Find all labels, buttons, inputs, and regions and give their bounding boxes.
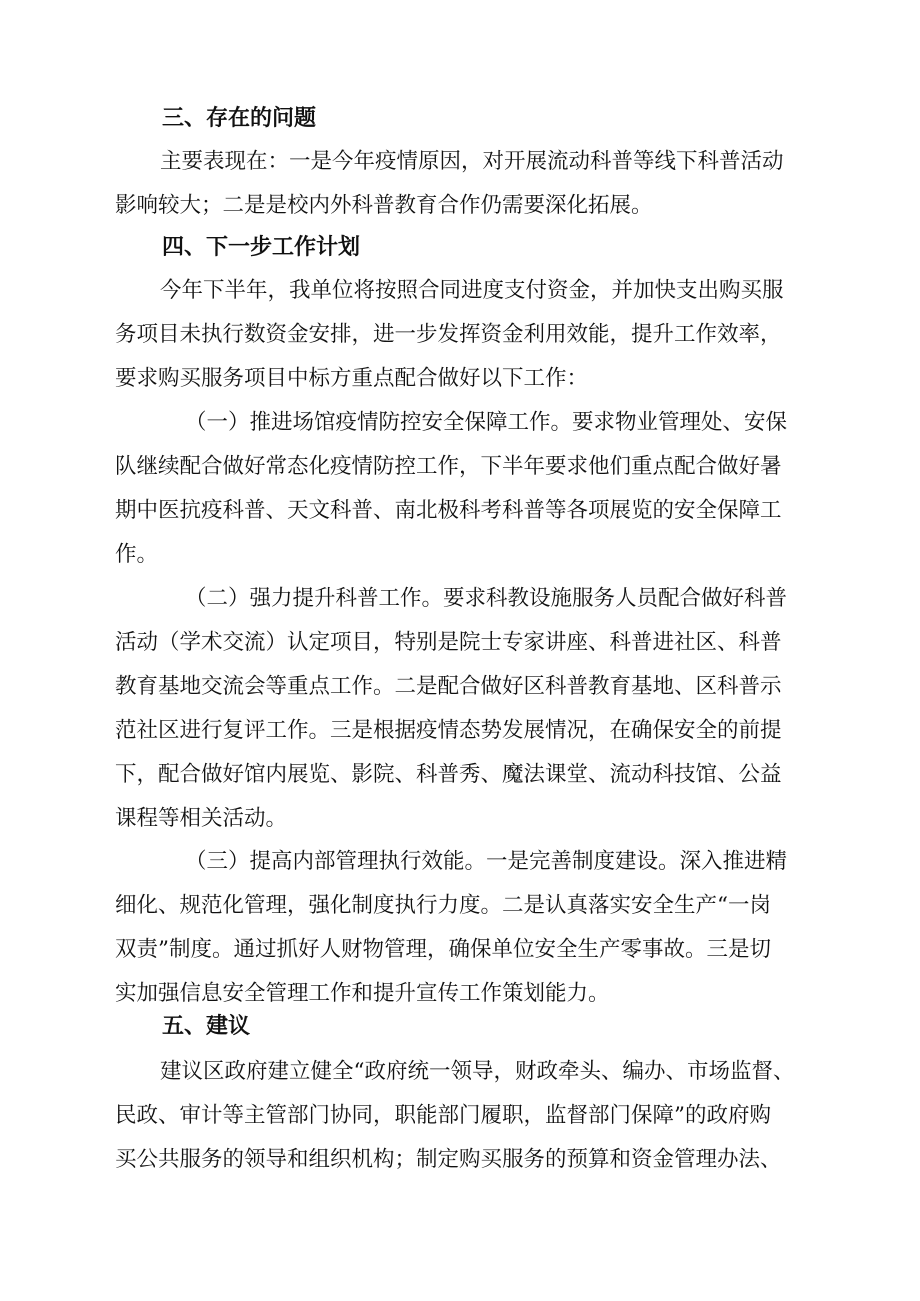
text-line: 范社区进行复评工作。三是根据疫情态势发展情况，在确保安全的前提 <box>115 718 782 743</box>
text-line: 双责”制度。通过抓好人财物管理，确保单位安全生产零事故。三是切 <box>115 937 771 962</box>
paragraph-plan-item-1 <box>115 401 840 577</box>
text-line: 细化、规范化管理，强化制度执行力度。二是认真落实安全生产“一岗 <box>115 893 771 918</box>
paragraph-plan-intro <box>115 269 840 401</box>
section-heading-problems: 三、存在的问题 <box>162 106 317 131</box>
text-line: 期中医抗疫科普、天文科普、南北极科考科普等各项展览的安全保障工 <box>115 498 782 523</box>
text-line: 主要表现在：一是今年疫情原因，对开展流动科普等线下科普活动 <box>160 149 784 174</box>
text-line: 课程等相关活动。 <box>115 806 288 831</box>
text-line: 队继续配合做好常态化疫情防控工作，下半年要求他们重点配合做好暑 <box>115 454 782 479</box>
paragraph-plan-item-2 <box>115 577 840 841</box>
text-line: （一）推进场馆疫情防控安全保障工作。要求物业管理处、安保 <box>185 410 788 435</box>
text-line: 今年下半年，我单位将按照合同进度支付资金，并加快支出购买服 <box>160 278 784 303</box>
text-line: （三）提高内部管理执行效能。一是完善制度建设。深入推进精 <box>185 849 788 874</box>
text-line: 要求购买服务项目中标方重点配合做好以下工作： <box>115 366 589 391</box>
paragraph-problems <box>115 140 840 228</box>
text-line: 作。 <box>115 542 159 567</box>
text-line: 下，配合做好馆内展览、影院、科普秀、魔法课堂、流动科技馆、公益 <box>115 762 782 787</box>
text-line: 活动（学术交流）认定项目，特别是院士专家讲座、科普进社区、科普 <box>115 630 782 655</box>
text-line: 建议区政府建立健全“政府统一领导，财政牵头、编办、市场监督、 <box>160 1059 795 1084</box>
paragraph-suggestions <box>115 1050 840 1182</box>
text-line: 教育基地交流会等重点工作。二是配合做好区科普教育基地、区科普示 <box>115 674 782 699</box>
paragraph-plan-item-3 <box>115 840 840 1016</box>
text-line: （二）强力提升科普工作。要求科教设施服务人员配合做好科普 <box>185 586 788 611</box>
text-line: 实加强信息安全管理工作和提升宣传工作策划能力。 <box>115 981 610 1006</box>
section-heading-next-plan: 四、下一步工作计划 <box>162 235 361 260</box>
section-heading-suggestions: 五、建议 <box>162 1014 251 1039</box>
text-line: 影响较大；二是是校内外科普教育合作仍需要深化拓展。 <box>115 193 653 218</box>
text-line: 民政、审计等主管部门协同，职能部门履职，监督部门保障”的政府购 <box>115 1103 771 1128</box>
text-line: 务项目未执行数资金安排，进一步发挥资金利用效能，提升工作效率， <box>115 322 782 347</box>
text-line: 买公共服务的领导和组织机构；制定购买服务的预算和资金管理办法、 <box>115 1147 782 1172</box>
